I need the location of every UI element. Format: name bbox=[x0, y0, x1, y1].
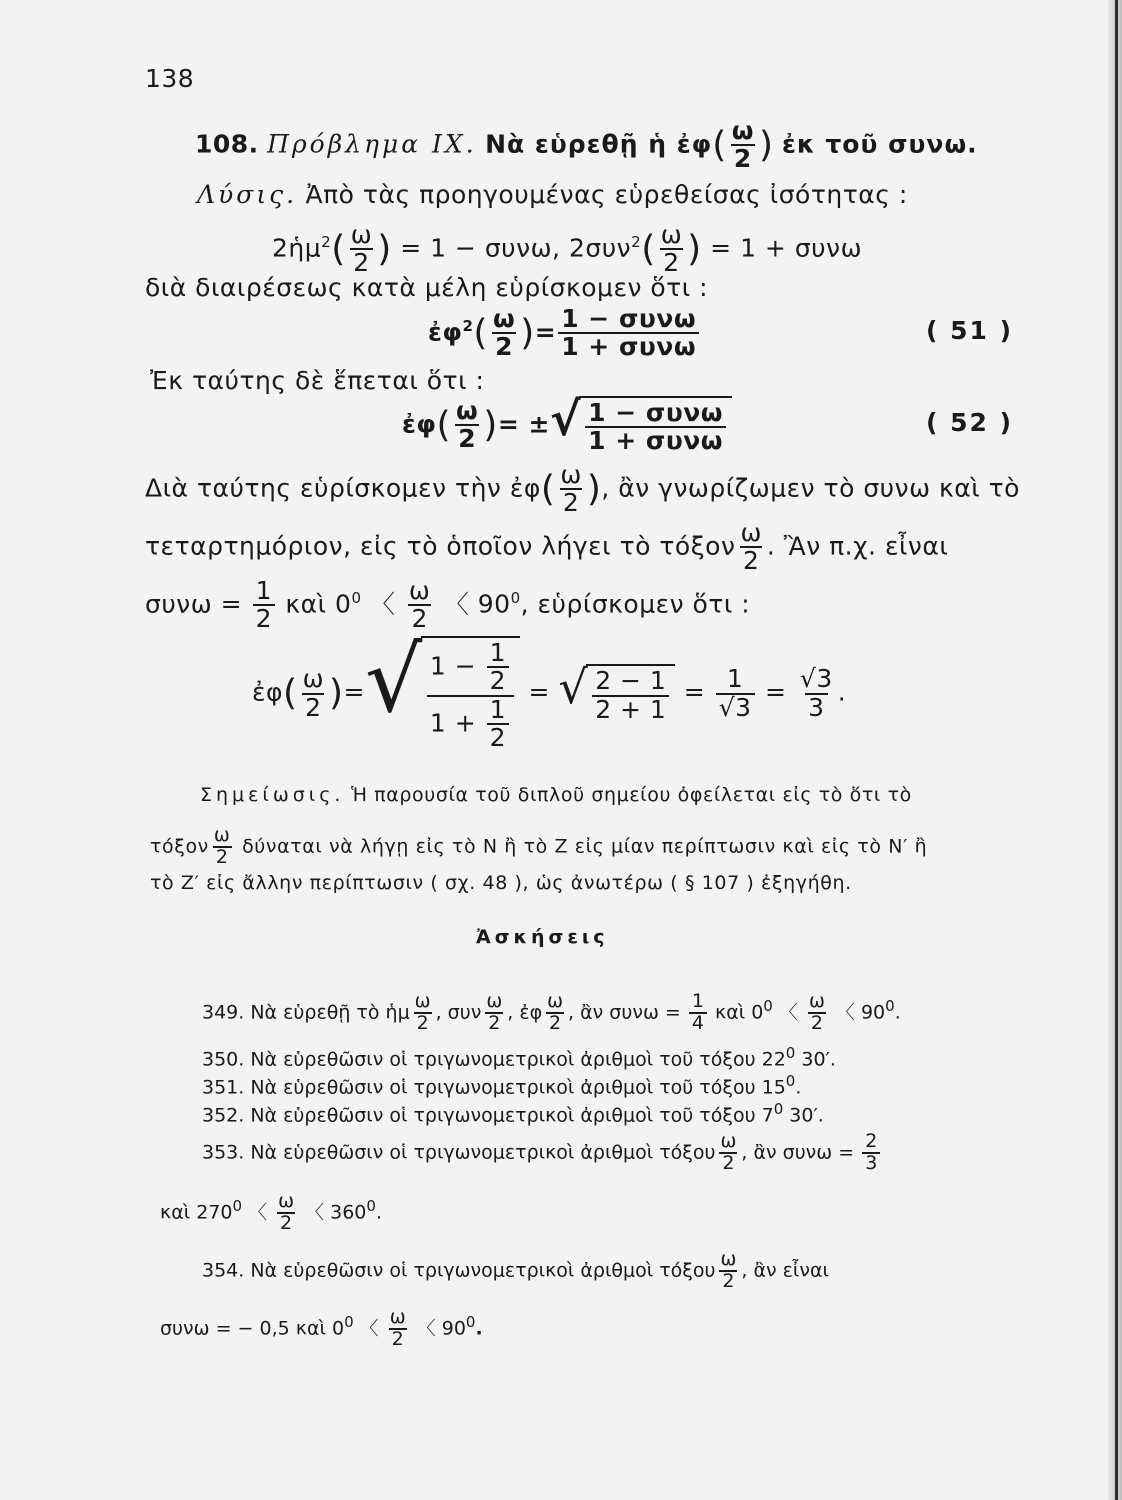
paragraph-line-1: Διὰ ταύτης εὑρίσκομεν τὴν ἐφ( $\frac{\omega}{2}$ ), ἂν γνωρίζωμεν τὸ συνω καὶ τὸ bbox=[145, 460, 1020, 518]
equation-52: ἐφ( $\frac{\omega}{2}$ )= ± √ $\frac{\text{1 − συνω}}{\text{1 + συνω}}$ bbox=[402, 396, 732, 455]
exercise-354-cont: συνω = − 0,5 καὶ $0^0$ 〈 $\frac{\omega}{2}$ 〈 $90^0$. bbox=[160, 1306, 483, 1350]
exercises-title: Ἀσκήσεις bbox=[476, 926, 609, 948]
note-line-2: τόξον $\frac{\omega}{2}$ δύναται νὰ λήγῃ εἰς τὸ Ν ἢ τὸ Ζ εἰς μίαν περίπτωσιν καὶ εἰς τὸ Ν′ ἢ bbox=[150, 824, 928, 868]
problem-number: 108. bbox=[195, 129, 259, 159]
solution-label: Λύσις. bbox=[197, 180, 298, 209]
note-line-3: τὸ Ζ′ εἰς ἄλλην περίπτωσιν ( σχ. 48 ), ὡς ἀνωτέρω ( § 107 ) ἐξηγήθη. bbox=[150, 872, 852, 894]
division-text: διὰ διαιρέσεως κατὰ μέλη εὑρίσκομεν ὅτι : bbox=[145, 273, 709, 302]
problem-title: Πρόβλημα IX. bbox=[267, 129, 477, 159]
exercise-352: 352. Νὰ εὑρεθῶσιν οἱ τριγωνομετρικοὶ ἀριθμοὶ τοῦ τόξου $7^0$ 30′. bbox=[202, 1100, 824, 1127]
equation-51: ἐφ$^2$( $\frac{\omega}{2}$ )= $\frac{\text{1 − συνω}}{\text{1 + συνω}}$ bbox=[428, 306, 701, 361]
paren: ( bbox=[712, 124, 727, 166]
exercise-353: 353. Νὰ εὑρεθῶσιν οἱ τριγωνομετρικοὶ ἀριθμοὶ τόξου $\frac{\omega}{2}$ , ἂν συνω = $\frac{2}{3}$ bbox=[202, 1132, 882, 1174]
problem-statement: Νὰ εὑρεθῇ ἡ ἐφ bbox=[485, 129, 713, 159]
exercise-351: 351. Νὰ εὑρεθῶσιν οἱ τριγωνομετρικοὶ ἀριθμοὶ τοῦ τόξου $15^0$. bbox=[202, 1072, 802, 1099]
note-label: Σημείωσις. bbox=[200, 784, 345, 806]
fraction: $\frac{\omega}{2}$ bbox=[731, 116, 754, 174]
paragraph-line-3: συνω = $\frac{1}{2}$ καὶ $0^0$ 〈 $\frac{\omega}{2}$ 〈 $90^0$, εὑρίσκομεν ὅτι : bbox=[145, 576, 751, 634]
paren: ) bbox=[758, 124, 774, 166]
identities: 2ἡμ$^2$( $\frac{\omega}{2}$ ) = 1 − συνω, 2συν$^2$( $\frac{\omega}{2}$ ) = 1 + συνω bbox=[272, 220, 863, 278]
exercise-353-cont: καὶ $270^0$ 〈 $\frac{\omega}{2}$ 〈 $360^0$. bbox=[160, 1190, 382, 1234]
solution-intro: Λύσις. Ἀπὸ τὰς προηγουμένας εὑρεθείσας ἰσότητας : bbox=[197, 180, 908, 209]
worked-example: ἐφ( $\frac{\omega}{2}$ )= √ 1 − $\frac{1}{2}$ 1 + $\frac{1}{2}$ = √ $\frac{2 - 1}{2 + 1}$ = $\frac{1}{√3}$ = $\frac{√3}{3}$ . bbox=[252, 628, 847, 752]
problem-heading bbox=[195, 118, 978, 173]
equation-52-label: ( 52 ) bbox=[926, 408, 1014, 437]
exercise-349: 349. Νὰ εὑρεθῇ τὸ ἡμ $\frac{\omega}{2}$ , συν $\frac{\omega}{2}$ , ἐφ $\frac{\omega}{2}$ , ἂν συνω = $\frac{1}{4}$ καὶ $0^0$ 〈 $\frac{\omega}{2}$ 〈 $90^0$. bbox=[202, 990, 901, 1034]
page-edge-line bbox=[1115, 0, 1118, 1500]
note-line-1: Σημείωσις. Ἡ παρουσία τοῦ διπλοῦ σημείου ὀφείλεται εἰς τὸ ὅτι τὸ bbox=[200, 784, 912, 806]
page-number: 138 bbox=[145, 64, 195, 93]
problem-statement-end: ἐκ τοῦ συνω. bbox=[781, 129, 978, 159]
follows-text: Ἐκ ταύτης δὲ ἕπεται ὅτι : bbox=[150, 366, 485, 395]
equation-51-label: ( 51 ) bbox=[926, 316, 1014, 345]
exercise-354: 354. Νὰ εὑρεθῶσιν οἱ τριγωνομετρικοὶ ἀριθμοὶ τόξου $\frac{\omega}{2}$ , ἂν εἶναι bbox=[202, 1248, 829, 1292]
exercise-350: 350. Νὰ εὑρεθῶσιν οἱ τριγωνομετρικοὶ ἀριθμοὶ τοῦ τόξου $22^0$ 30′. bbox=[202, 1044, 836, 1071]
paragraph-line-2: τεταρτημόριον, εἰς τὸ ὁποῖον λήγει τὸ τόξον $\frac{\omega}{2}$ . Ἂν π.χ. εἶναι bbox=[145, 518, 949, 576]
